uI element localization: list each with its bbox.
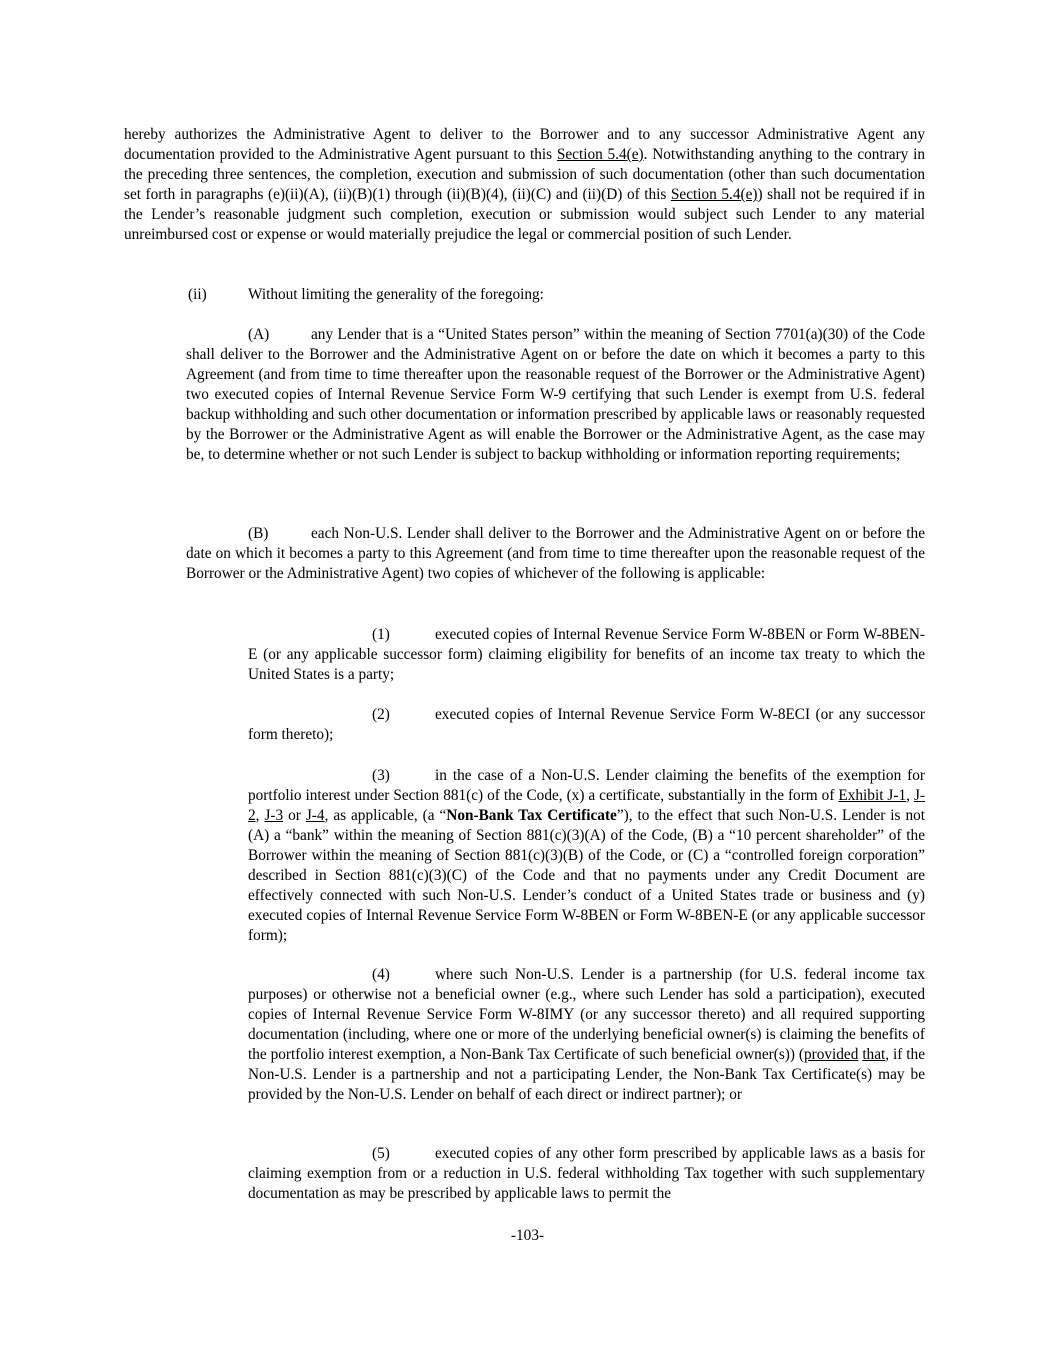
clause-label: (2)	[372, 706, 390, 723]
clause-label: (5)	[372, 1145, 390, 1162]
clause-label: (A)	[248, 326, 270, 343]
paragraph-4: (4) where such Non-U.S. Lender is a partnership (for U.S. federal income tax purposes) or otherwise not a beneficial owner (e.g., where such Lender has sold a participation), executed copies of Internal Revenue Service Form W-8IMY (or any successor thereto) and all required supporting documentation (including, where one or more of the underlying beneficial owner(s) is claiming the benefits of the portfolio interest exemption, a Non-Bank Tax Certificate of such beneficial owner(s)) (provided that, if the Non-U.S. Lender is a partnership and not a participating Lender, the Non-Bank Tax Certificate(s) may be provided by the Non-U.S. Lender on behalf of each direct or indirect partner); or	[248, 966, 925, 1103]
paragraph-B: (B) each Non-U.S. Lender shall deliver to the Borrower and the Administrative Agent on or before the date on which it becomes a party to this Agreement (and from time to time thereafter upon the reasonable request of the Borrower or the Administrative Agent) two copies of whichever of the following is applicable:	[186, 525, 925, 582]
exhibit-reference: J-2	[248, 787, 925, 824]
clause-label: (4)	[372, 966, 390, 983]
paragraph-1: (1) executed copies of Internal Revenue Service Form W-8BEN or Form W-8BEN-E (or any applicable successor form) claiming eligibility for benefits of an income tax treaty to which the United States is a party;	[248, 626, 925, 683]
clause-label: (1)	[372, 626, 390, 643]
proviso-term: provided	[803, 1046, 859, 1063]
paragraph-intro: hereby authorizes the Administrative Agent to deliver to the Borrower and to any successor Administrative Agent any documentation provided to the Administrative Agent pursuant to this Section 5.4(e). Notwithstanding anything to the contrary in the preceding three sentences, the completion, execution and submission of such documentation (other than such documentation set forth in paragraphs (e)(ii)(A), (ii)(B)(1) through (ii)(B)(4), (ii)(C) and (ii)(D) of this Section 5.4(e)) shall not be required if in the Lender’s reasonable judgment such completion, execution or submission would subject such Lender to any material unreimbursed cost or expense or would materially prejudice the legal or commercial position of such Lender.	[124, 126, 926, 243]
defined-term: Non-Bank Tax Certificate	[446, 807, 617, 824]
section-reference: Section 5.4(e)	[670, 186, 758, 203]
section-reference: Section 5.4(e)	[556, 146, 644, 163]
proviso-term: that	[862, 1046, 886, 1063]
paragraph-A: (A) any Lender that is a “United States person” within the meaning of Section 7701(a)(30) of the Code shall deliver to the Borrower and the Administrative Agent on or before the date on which it becomes a party to this Agreement (and from time to time thereafter upon the reasonable request of the Borrower or the Administrative Agent) two executed copies of Internal Revenue Service Form W-9 certifying that such Lender is exempt from U.S. federal backup withholding and such other documentation or information prescribed by applicable laws or reasonably requested by the Borrower or the Administrative Agent as will enable the Borrower or the Administrative Agent, as the case may be, to determine whether or not such Lender is subject to backup withholding or information reporting requirements;	[186, 326, 925, 463]
exhibit-reference: J-3	[264, 807, 284, 824]
paragraph-3: (3) in the case of a Non-U.S. Lender claiming the benefits of the exemption for portfolio interest under Section 881(c) of the Code, (x) a certificate, substantially in the form of Exhibit J-1, J-2, J-3 or J-4, as applicable, (a “Non-Bank Tax Certificate”), to the effect that such Non-U.S. Lender is not (A) a “bank” within the meaning of Section 881(c)(3)(A) of the Code, (B) a “10 percent shareholder” of the Borrower within the meaning of Section 881(c)(3)(B) of the Code, or (C) a “controlled foreign corporation” described in Section 881(c)(3)(C) of the Code and that no payments under any Credit Document are effectively connected with such Non-U.S. Lender’s conduct of a United States trade or business and (y) executed copies of Internal Revenue Service Form W-8BEN or Form W-8BEN-E (or any applicable successor form);	[248, 767, 925, 944]
paragraph-ii: (ii) Without limiting the generality of the foregoing:	[188, 286, 544, 303]
exhibit-reference: J-4	[305, 807, 325, 824]
exhibit-reference: Exhibit J-1	[838, 787, 907, 804]
clause-label: (B)	[248, 525, 269, 542]
paragraph-2: (2) executed copies of Internal Revenue Service Form W-8ECI (or any successor form thereto);	[248, 706, 925, 743]
clause-label: (ii)	[188, 286, 207, 303]
paragraph-5: (5) executed copies of any other form prescribed by applicable laws as a basis for claiming exemption from or a reduction in U.S. federal withholding Tax together with such supplementary documentation as may be prescribed by applicable laws to permit the	[248, 1145, 925, 1202]
clause-label: (3)	[372, 767, 390, 784]
page-number: -103-	[510, 1227, 545, 1244]
